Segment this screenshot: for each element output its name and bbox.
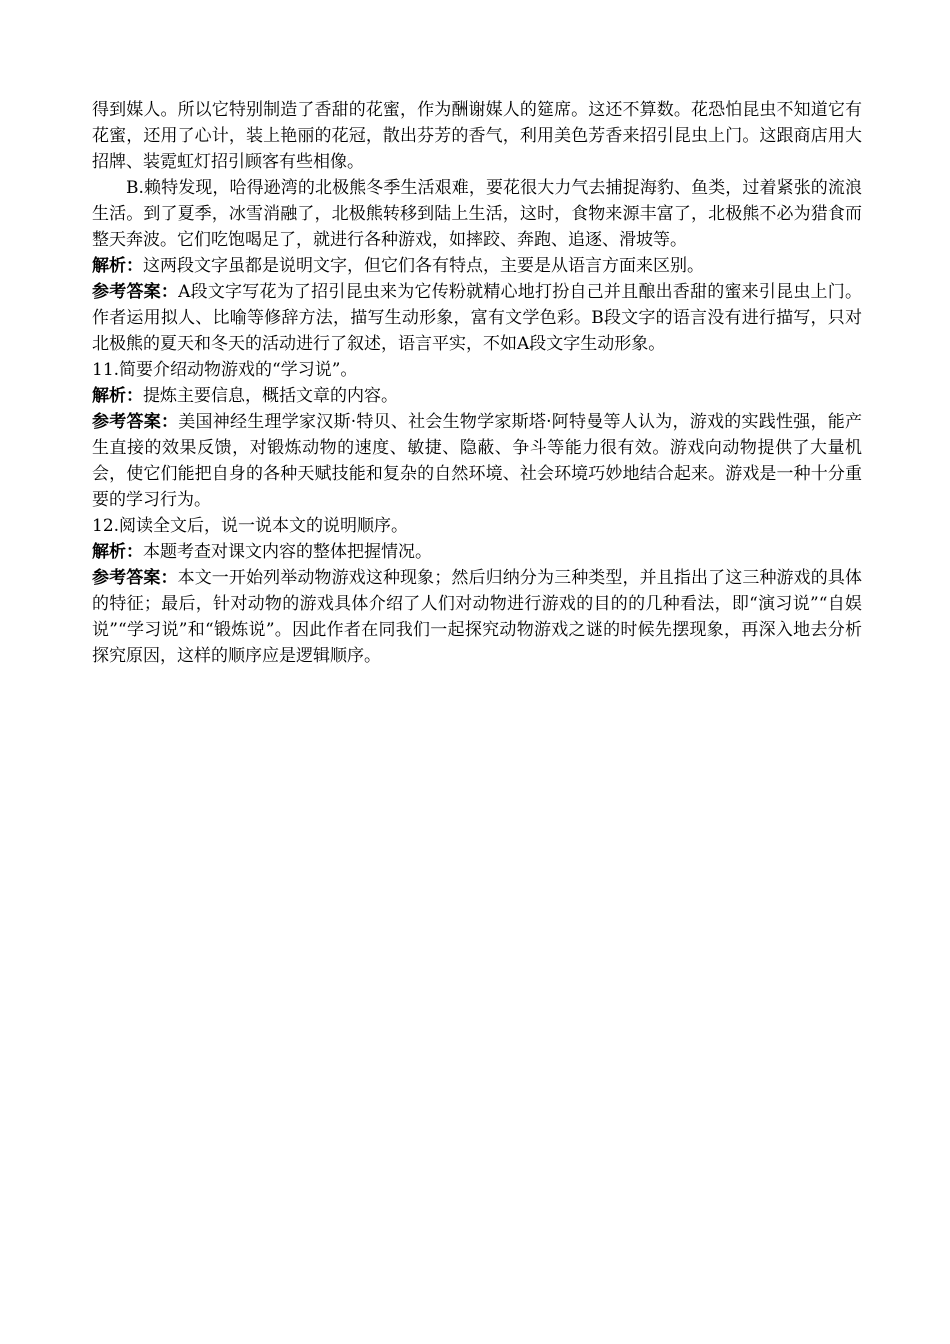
analysis-label: 解析： bbox=[92, 386, 143, 406]
q12-answer bbox=[92, 565, 862, 669]
q11-question: 11.简要介绍动物游戏的“学习说”。 bbox=[92, 360, 358, 380]
q11-analysis bbox=[92, 383, 862, 409]
answer-label: 参考答案： bbox=[92, 568, 178, 588]
q12-analysis bbox=[92, 539, 862, 565]
analysis-label: 解析： bbox=[92, 542, 143, 562]
passage-b: B.赖特发现，哈得逊湾的北极熊冬季生活艰难，要花很大力气去捕捉海豹、鱼类，过着紧张的流浪生活。到了夏季，冰雪消融了，北极熊转移到陆上生活，这时，食物来源丰富了，北极熊不必为猎食而整天奔波。它们吃饱喝足了，就进行各种游戏，如摔跤、奔跑、追逐、滑坡等。 bbox=[92, 178, 862, 250]
document-body bbox=[92, 97, 862, 669]
q12-question: 12.阅读全文后，说一说本文的说明顺序。 bbox=[92, 516, 409, 536]
passage-a-tail: 得到媒人。所以它特别制造了香甜的花蜜，作为酬谢媒人的筵席。这还不算数。花恐怕昆虫不知道它有花蜜，还用了心计，装上艳丽的花冠，散出芬芳的香气，利用美色芳香来招引昆虫上门。这跟商店用大招牌、装霓虹灯招引顾客有些相像。 bbox=[92, 100, 862, 172]
answer-label: 参考答案： bbox=[92, 412, 179, 432]
q11-analysis-text: 提炼主要信息，概括文章的内容。 bbox=[143, 386, 398, 406]
q12-answer-text: 本文一开始列举动物游戏这种现象；然后归纳分为三种类型，并且指出了这三种游戏的具体的特征；最后，针对动物的游戏具体介绍了人们对动物进行游戏的目的的几种看法，即“演习说”“自娱说”“学习说”和“锻炼说”。因此作者在同我们一起探究动物游戏之谜的时候先摆现象，再深入地去分析探究原因，这样的顺序应是逻辑顺序。 bbox=[92, 568, 863, 666]
q10-answer bbox=[92, 279, 862, 357]
q10-analysis-text: 这两段文字虽都是说明文字，但它们各有特点，主要是从语言方面来区别。 bbox=[143, 256, 704, 276]
answer-label: 参考答案： bbox=[92, 282, 179, 302]
analysis-label: 解析： bbox=[92, 256, 143, 276]
q12-analysis-text: 本题考查对课文内容的整体把握情况。 bbox=[143, 542, 432, 562]
q10-answer-text: A段文字写花为了招引昆虫来为它传粉就精心地打扮自己并且酿出香甜的蜜来引昆虫上门。作者运用拟人、比喻等修辞方法，描写生动形象，富有文学色彩。B段文字的语言没有进行描写，只对北极熊的夏天和冬天的活动进行了叙述，语言平实，不如A段文字生动形象。 bbox=[92, 282, 862, 354]
q10-analysis bbox=[92, 253, 862, 279]
q11-answer-text: 美国神经生理学家汉斯·特贝、社会生物学家斯塔·阿特曼等人认为，游戏的实践性强，能产生直接的效果反馈，对锻炼动物的速度、敏捷、隐蔽、争斗等能力很有效。游戏向动物提供了大量机会，使它们能把自身的各种天赋技能和复杂的自然环境、社会环境巧妙地结合起来。游戏是一种十分重要的学习行为。 bbox=[92, 412, 863, 510]
q11-answer bbox=[92, 409, 862, 513]
